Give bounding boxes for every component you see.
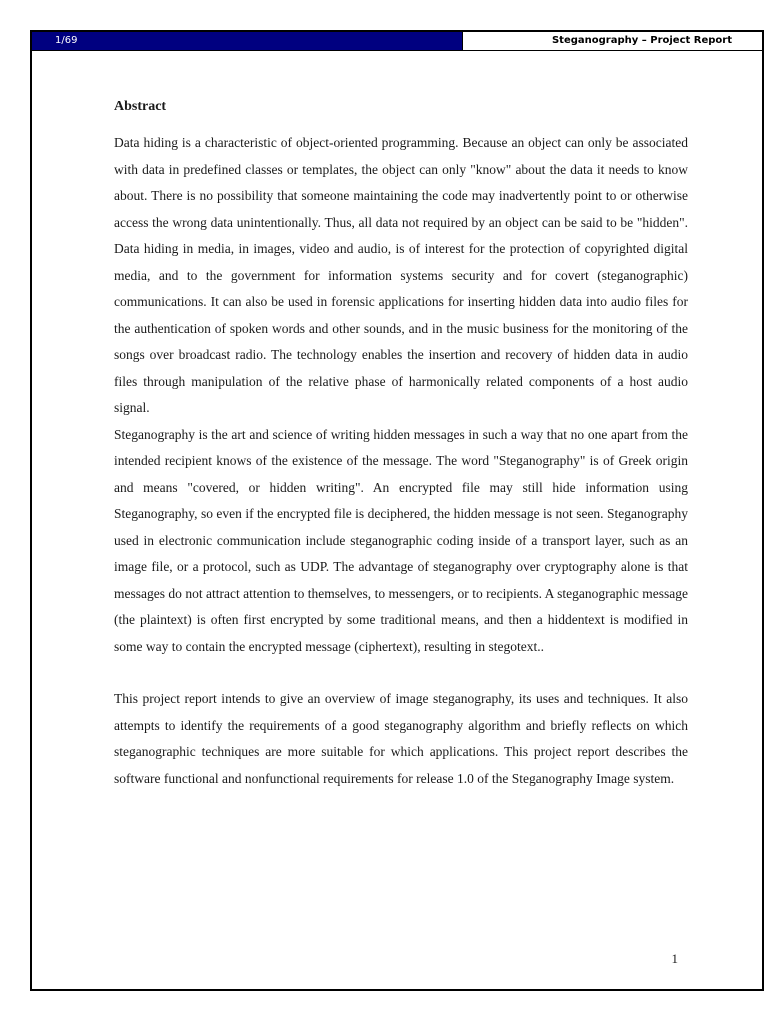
running-header — [32, 32, 762, 51]
abstract-paragraph-2: Steganography is the art and science of writing hidden messages in such a way that no one apart from the intended recipient knows of the existence of the message. The word "Steganography" is of Greek origin and means "covered, or hidden writing". An encrypted file may still hide information using Steganography, so even if the encrypted file is deciphered, the hidden message is not seen. Steganography used in electronic communication include steganographic coding inside of a transport layer, such as an image file, or a protocol, such as UDP. The advantage of steganography over cryptography alone is that messages do not attract attention to themselves, to messengers, or to recipients. A steganographic message (the plaintext) is often first encrypted by some traditional means, and then a hiddentext is modified in some way to contain the encrypted message (ciphertext), resulting in stegotext.. — [114, 426, 688, 654]
abstract-paragraph-1: Data hiding is a characteristic of object-oriented programming. Because an object can only be associated with data in predefined classes or templates, the object can only "know" about the data it needs to know about. There is no possibility that someone maintaining the code may inadvertently point to or otherwise access the wrong data unintentionally. Thus, all data not required by an object can be said to be "hidden". Data hiding in media, in images, video and audio, is of interest for the protection of copyrighted digital media, and to the government for information systems security and for covert (steganographic) communications. It can also be used in forensic applications for inserting hidden data into audio files for the authentication of spoken words and other sounds, and in the music business for the monitoring of the songs over broadcast radio. The technology enables the insertion and recovery of hidden data in audio files through manipulation of the relative phase of harmonically related components of a host audio signal. — [114, 135, 688, 415]
page-content — [114, 98, 688, 792]
page-indicator: 1/69 — [32, 32, 462, 50]
abstract-heading: Abstract — [114, 99, 167, 114]
abstract-paragraph-3: This project report intends to give an overview of image steganography, its uses and techniques. It also attempts to identify the requirements of a good steganography algorithm and briefly reflects on which steganographic techniques are more suitable for which applications. This project report describes the software functional and nonfunctional requirements for release 1.0 of the Steganography Image system. — [114, 691, 688, 786]
report-title: Steganography – Project Report — [462, 32, 762, 50]
page-number: 1 — [671, 951, 678, 966]
document-page — [30, 30, 764, 991]
